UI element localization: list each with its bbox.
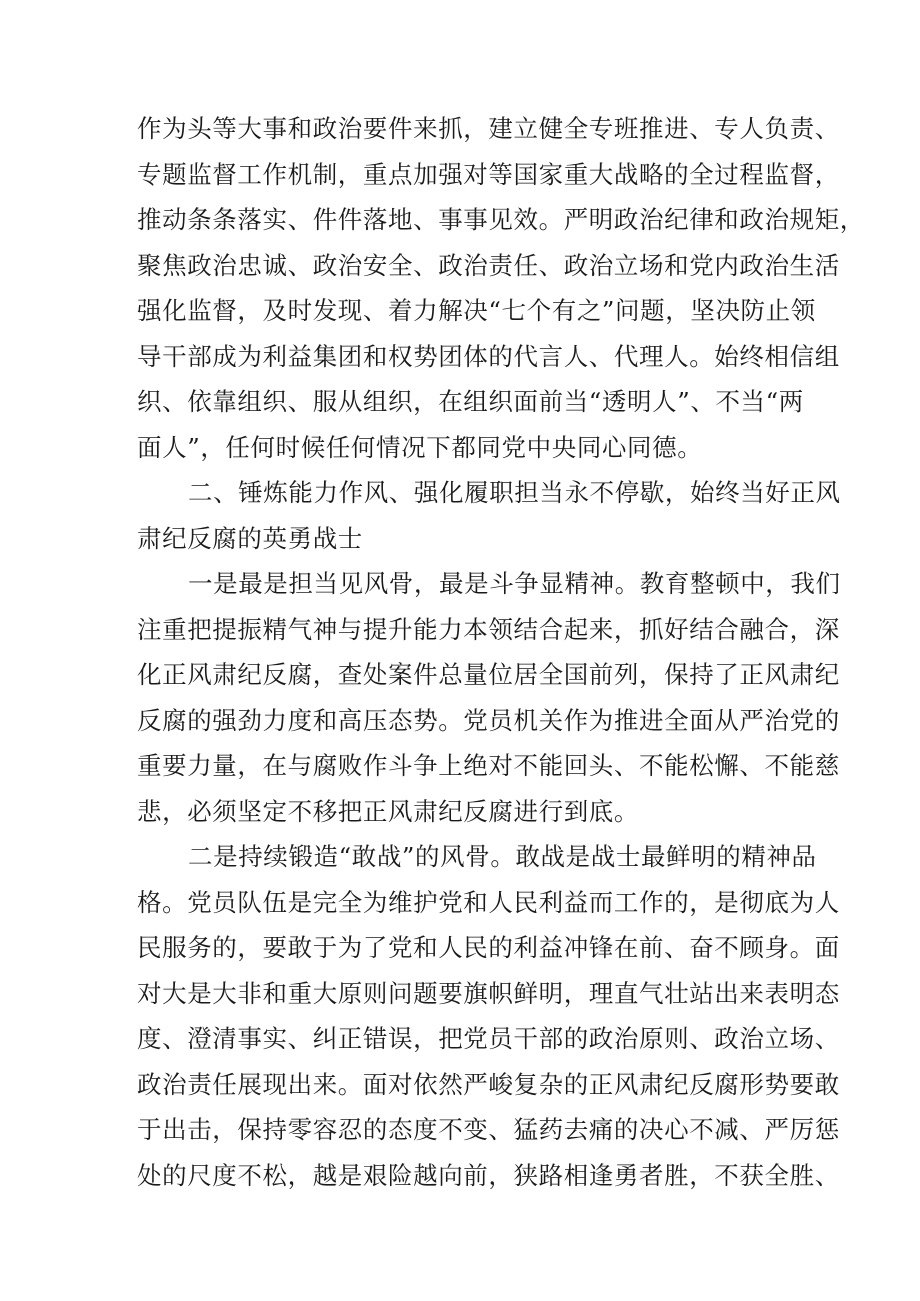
text-line: 化正风肃纪反腐，查处案件总量位居全国前列，保持了正风肃纪 (137, 660, 840, 689)
paragraph-first-line: 一是最是担当见风骨，最是斗争显精神。教育整顿中，我们 (188, 569, 841, 598)
text-line: 聚焦政治忠诚、政治安全、政治责任、政治立场和党内政治生活 (137, 251, 840, 280)
text-line: 导干部成为利益集团和权势团体的代言人、代理人。始终相信组 (137, 342, 840, 371)
section-heading: 二、锤炼能力作风、强化履职担当永不停歇，始终当好正风 (188, 478, 841, 507)
text-line: 面人”，任何时候任何情况下都同党中央同心同德。 (137, 433, 703, 462)
text-line: 悲，必须坚定不移把正风肃纪反腐进行到底。 (137, 797, 639, 826)
text-line: 于出击，保持零容忍的态度不变、猛药去痛的决心不减、严厉惩 (137, 1115, 840, 1144)
text-line: 政治责任展现出来。面对依然严峻复杂的正风肃纪反腐形势要敢 (137, 1070, 840, 1099)
text-line: 专题监督工作机制，重点加强对等国家重大战略的全过程监督， (137, 160, 840, 189)
text-line: 处的尺度不松，越是艰险越向前，狭路相逢勇者胜，不获全胜、 (137, 1161, 840, 1190)
text-line: 民服务的，要敢于为了党和人民的利益冲锋在前、奋不顾身。面 (137, 933, 840, 962)
section-heading-continued: 肃纪反腐的英勇战士 (137, 524, 363, 553)
text-line: 作为头等大事和政治要件来抓，建立健全专班推进、专人负责、 (137, 114, 840, 143)
text-line: 重要力量，在与腐败作斗争上绝对不能回头、不能松懈、不能慈 (137, 751, 840, 780)
paragraph-first-line: 二是持续锻造“敢战”的风骨。敢战是战士最鲜明的精神品 (188, 842, 817, 871)
text-line: 度、澄清事实、纠正错误，把党员干部的政治原则、政治立场、 (137, 1024, 840, 1053)
text-line: 推动条条落实、件件落地、事事见效。严明政治纪律和政治规矩， (137, 205, 865, 234)
text-line: 强化监督，及时发现、着力解决“七个有之”问题，坚决防止领 (137, 296, 816, 325)
text-line: 格。党员队伍是完全为维护党和人民利益而工作的，是彻底为人 (137, 888, 840, 917)
text-line: 织、依靠组织、服从组织，在组织面前当“透明人”、不当“两 (137, 387, 804, 416)
text-line: 反腐的强劲力度和高压态势。党员机关作为推进全面从严治党的 (137, 706, 840, 735)
text-line: 注重把提振精气神与提升能力本领结合起来，抓好结合融合，深 (137, 615, 840, 644)
text-line: 对大是大非和重大原则问题要旗帜鲜明，理直气壮站出来表明态 (137, 979, 840, 1008)
